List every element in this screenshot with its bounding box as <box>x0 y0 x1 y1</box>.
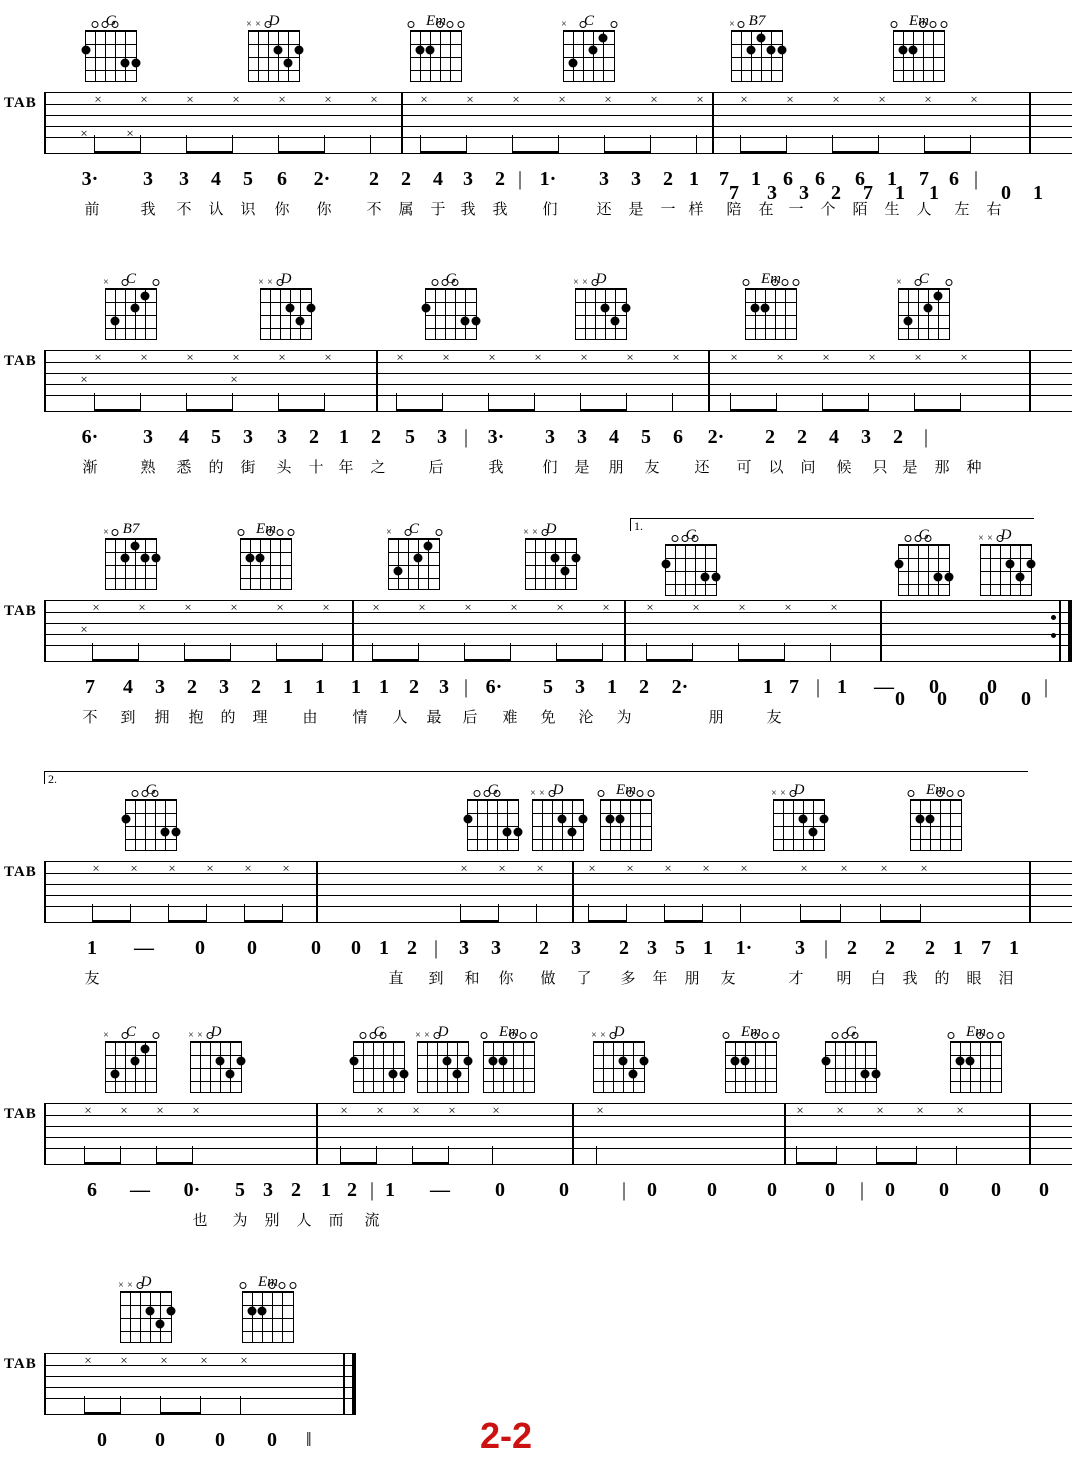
chord-diagram-G <box>660 528 722 596</box>
chord-name: Em <box>909 13 929 29</box>
fretboard-grid <box>600 799 652 851</box>
chord-name: G <box>487 782 499 798</box>
chord-diagram-row <box>0 775 1080 861</box>
fretboard-grid <box>242 1291 294 1343</box>
chord-diagram-G <box>462 783 524 851</box>
tab-staff: TAB × × × × × × × × × × × × × × × <box>44 1103 1072 1165</box>
chord-diagram-Em <box>237 1275 299 1343</box>
fretboard-grid <box>665 544 717 596</box>
chord-name: Em <box>966 1024 986 1040</box>
fretboard-grid: × × <box>525 538 577 590</box>
fretboard-grid <box>898 544 950 596</box>
chord-name: G <box>105 13 117 29</box>
fretboard-grid <box>85 30 137 82</box>
chord-diagram-C <box>893 272 955 340</box>
fretboard-grid <box>910 799 962 851</box>
chord-name: D <box>613 1024 625 1040</box>
tab-clef: TAB <box>4 603 37 619</box>
chord-diagram-D <box>115 1275 177 1343</box>
chord-diagram-Em <box>478 1025 540 1093</box>
fretboard-grid <box>745 288 797 340</box>
chord-diagram-G <box>120 783 182 851</box>
chord-name: Em <box>426 13 446 29</box>
system-5 <box>0 1025 1080 1237</box>
tab-clef: TAB <box>4 1356 37 1372</box>
chord-name: G <box>918 527 930 543</box>
chord-diagram-D <box>768 783 830 851</box>
chord-name: D <box>210 1024 222 1040</box>
chord-name: D <box>140 1274 152 1290</box>
chord-name: B7 <box>748 13 766 29</box>
chord-name: D <box>595 271 607 287</box>
fretboard-grid: × × <box>980 544 1032 596</box>
chord-diagram-Em <box>945 1025 1007 1093</box>
numbered-notation-row: 1 — 0 0 0 0 1 2 | 3 3 2 3 2 3 5 1 1· 3 | 2 2 2 1 7 1 <box>87 937 1019 959</box>
chord-name: B7 <box>122 521 140 537</box>
chord-name: C <box>125 271 136 287</box>
chord-diagram-Em <box>888 14 950 82</box>
numbered-notation-row: 0 0 0 0 ‖ <box>97 1429 312 1451</box>
tab-staff: TAB × × × × × <box>44 1353 356 1415</box>
chord-name: Em <box>926 782 946 798</box>
fretboard-grid <box>425 288 477 340</box>
fretboard-grid <box>240 538 292 590</box>
fretboard-grid <box>725 1041 777 1093</box>
fretboard-grid: × <box>563 30 615 82</box>
chord-diagram-Em <box>595 783 657 851</box>
lyrics-row: 前 我 不 认 识 你 你 不 属 于 我 我 们 还 是 一 样 陪 在 一 个 陌 生 人 左 右 <box>84 200 1002 218</box>
lyrics-row: 友 直 到 和 你 做 了 多 年 朋 友 才 明 白 我 的 眼 泪 <box>84 969 1014 987</box>
lyrics-row: 渐 熟 悉 的 街 头 十 年 之 后 我 们 是 朋 友 还 可 以 问 候 只 是 那 种 <box>82 458 982 476</box>
chord-diagram-G <box>893 528 955 596</box>
chord-diagram-D <box>975 528 1037 596</box>
tab-staff: TAB × × × × × × × × × × × × × × × × × × <box>44 861 1072 923</box>
chord-name: G <box>445 271 457 287</box>
fretboard-grid <box>410 30 462 82</box>
chord-diagram-Em <box>720 1025 782 1093</box>
chord-diagram-row <box>0 1025 1080 1103</box>
fretboard-grid: × × <box>532 799 584 851</box>
chord-name: D <box>1000 527 1012 543</box>
final-barline <box>343 1354 356 1414</box>
chord-diagram-D <box>588 1025 650 1093</box>
fretboard-grid: × × <box>575 288 627 340</box>
system-6 <box>0 1275 1080 1459</box>
chord-diagram-G <box>348 1025 410 1093</box>
chord-diagram-G <box>80 14 142 82</box>
page-number: 2-2 <box>480 1415 533 1456</box>
chord-name: Em <box>616 782 636 798</box>
chord-diagram-row <box>0 272 1080 350</box>
fretboard-grid: × <box>898 288 950 340</box>
chord-name: D <box>280 271 292 287</box>
fretboard-grid: × × <box>248 30 300 82</box>
fretboard-grid <box>353 1041 405 1093</box>
fretboard-grid <box>893 30 945 82</box>
numbered-notation-row: 6· 3 4 5 3 3 2 1 2 5 3 | 3· 3 3 4 5 6 2· 2 2 4 3 2 | <box>81 426 929 448</box>
chord-diagram-Em <box>905 783 967 851</box>
chord-diagram-B7 <box>100 522 162 590</box>
chord-name: Em <box>741 1024 761 1040</box>
chord-diagram-Em <box>405 14 467 82</box>
tab-clef: TAB <box>4 353 37 369</box>
chord-name: D <box>552 782 564 798</box>
fretboard-grid: × <box>105 1041 157 1093</box>
tab-staff: TAB × × × × × × × × × × × × × × × × × × × × × <box>44 350 1072 412</box>
fretboard-grid <box>125 799 177 851</box>
chord-name: C <box>125 1024 136 1040</box>
chord-name: C <box>918 271 929 287</box>
chord-diagram-row <box>0 522 1080 600</box>
fretboard-grid <box>467 799 519 851</box>
fretboard-grid: × × <box>593 1041 645 1093</box>
fretboard-grid: × × <box>120 1291 172 1343</box>
fretboard-grid: × × <box>190 1041 242 1093</box>
tab-clef: TAB <box>4 864 37 880</box>
chord-name: D <box>437 1024 449 1040</box>
chord-diagram-B7 <box>726 14 788 82</box>
tab-staff: TAB × × × × × × × × × × × × × × × × × × × × × × <box>44 92 1072 154</box>
fretboard-grid <box>483 1041 535 1093</box>
chord-diagram-D <box>520 522 582 590</box>
lyrics-row: 不 到 拥 抱 的 理 由 情 人 最 后 难 免 沦 为 朋 友 <box>82 708 782 726</box>
fretboard-grid: × <box>105 538 157 590</box>
chord-name: D <box>793 782 805 798</box>
tab-clef: TAB <box>4 1106 37 1122</box>
chord-diagram-D <box>527 783 589 851</box>
chord-diagram-row <box>0 1275 1080 1353</box>
chord-name: C <box>583 13 594 29</box>
repeat-barline <box>1059 601 1072 661</box>
tab-clef: TAB <box>4 95 37 111</box>
fretboard-grid: × <box>731 30 783 82</box>
chord-name: C <box>408 521 419 537</box>
fretboard-grid: × × <box>260 288 312 340</box>
chord-name: G <box>685 527 697 543</box>
system-2 <box>0 272 1080 484</box>
fretboard-grid: × <box>105 288 157 340</box>
chord-name: G <box>145 782 157 798</box>
fretboard-grid: × × <box>417 1041 469 1093</box>
chord-name: Em <box>256 521 276 537</box>
system-1-tail: 7 3 3 2 7 1 1 0 1 <box>729 182 1043 204</box>
chord-name: G <box>845 1024 857 1040</box>
chord-diagram-G <box>420 272 482 340</box>
fretboard-grid: × <box>388 538 440 590</box>
fretboard-grid <box>950 1041 1002 1093</box>
chord-name: Em <box>761 271 781 287</box>
numbered-notation-row: 6 — 0· 5 3 2 1 2 | 1 — 0 0 | 0 0 0 0 | 0 0 0 0 <box>87 1179 1049 1201</box>
chord-diagram-Em <box>235 522 297 590</box>
chord-name: D <box>268 13 280 29</box>
chord-diagram-C <box>100 1025 162 1093</box>
chord-diagram-D <box>255 272 317 340</box>
numbered-notation-row: 3· 3 3 4 5 6 2· 2 2 4 3 2 | 1· 3 3 2 1 7 1 6 6 6 1 7 6 | <box>81 168 979 190</box>
system-4 <box>0 772 1080 995</box>
system-3-tail: 0 0 0 0 <box>895 688 1031 710</box>
chord-diagram-G <box>820 1025 882 1093</box>
chord-diagram-C <box>100 272 162 340</box>
chord-name: Em <box>258 1274 278 1290</box>
second-ending-bracket: 2. <box>44 771 1028 784</box>
chord-diagram-D <box>185 1025 247 1093</box>
first-ending-bracket: 1. <box>630 518 1034 531</box>
chord-name: G <box>373 1024 385 1040</box>
chord-diagram-D <box>243 14 305 82</box>
chord-diagram-D <box>412 1025 474 1093</box>
lyrics-row: 也 为 别 人 而 流 <box>192 1211 380 1229</box>
tab-staff: TAB × × × × × × × × × × × × × × × × × × <box>44 600 1072 662</box>
chord-diagram-C <box>558 14 620 82</box>
chord-diagram-row <box>0 14 1080 92</box>
chord-diagram-C <box>383 522 445 590</box>
chord-diagram-D <box>570 272 632 340</box>
chord-name: D <box>545 521 557 537</box>
fretboard-grid: × × <box>773 799 825 851</box>
chord-name: Em <box>499 1024 519 1040</box>
fretboard-grid <box>825 1041 877 1093</box>
numbered-notation-row: 7 4 3 2 3 2 1 1 1 1 2 3 | 6· 5 3 1 2 2· 1 7 | 1 — 0 0 | <box>85 676 1049 698</box>
chord-diagram-Em <box>740 272 802 340</box>
